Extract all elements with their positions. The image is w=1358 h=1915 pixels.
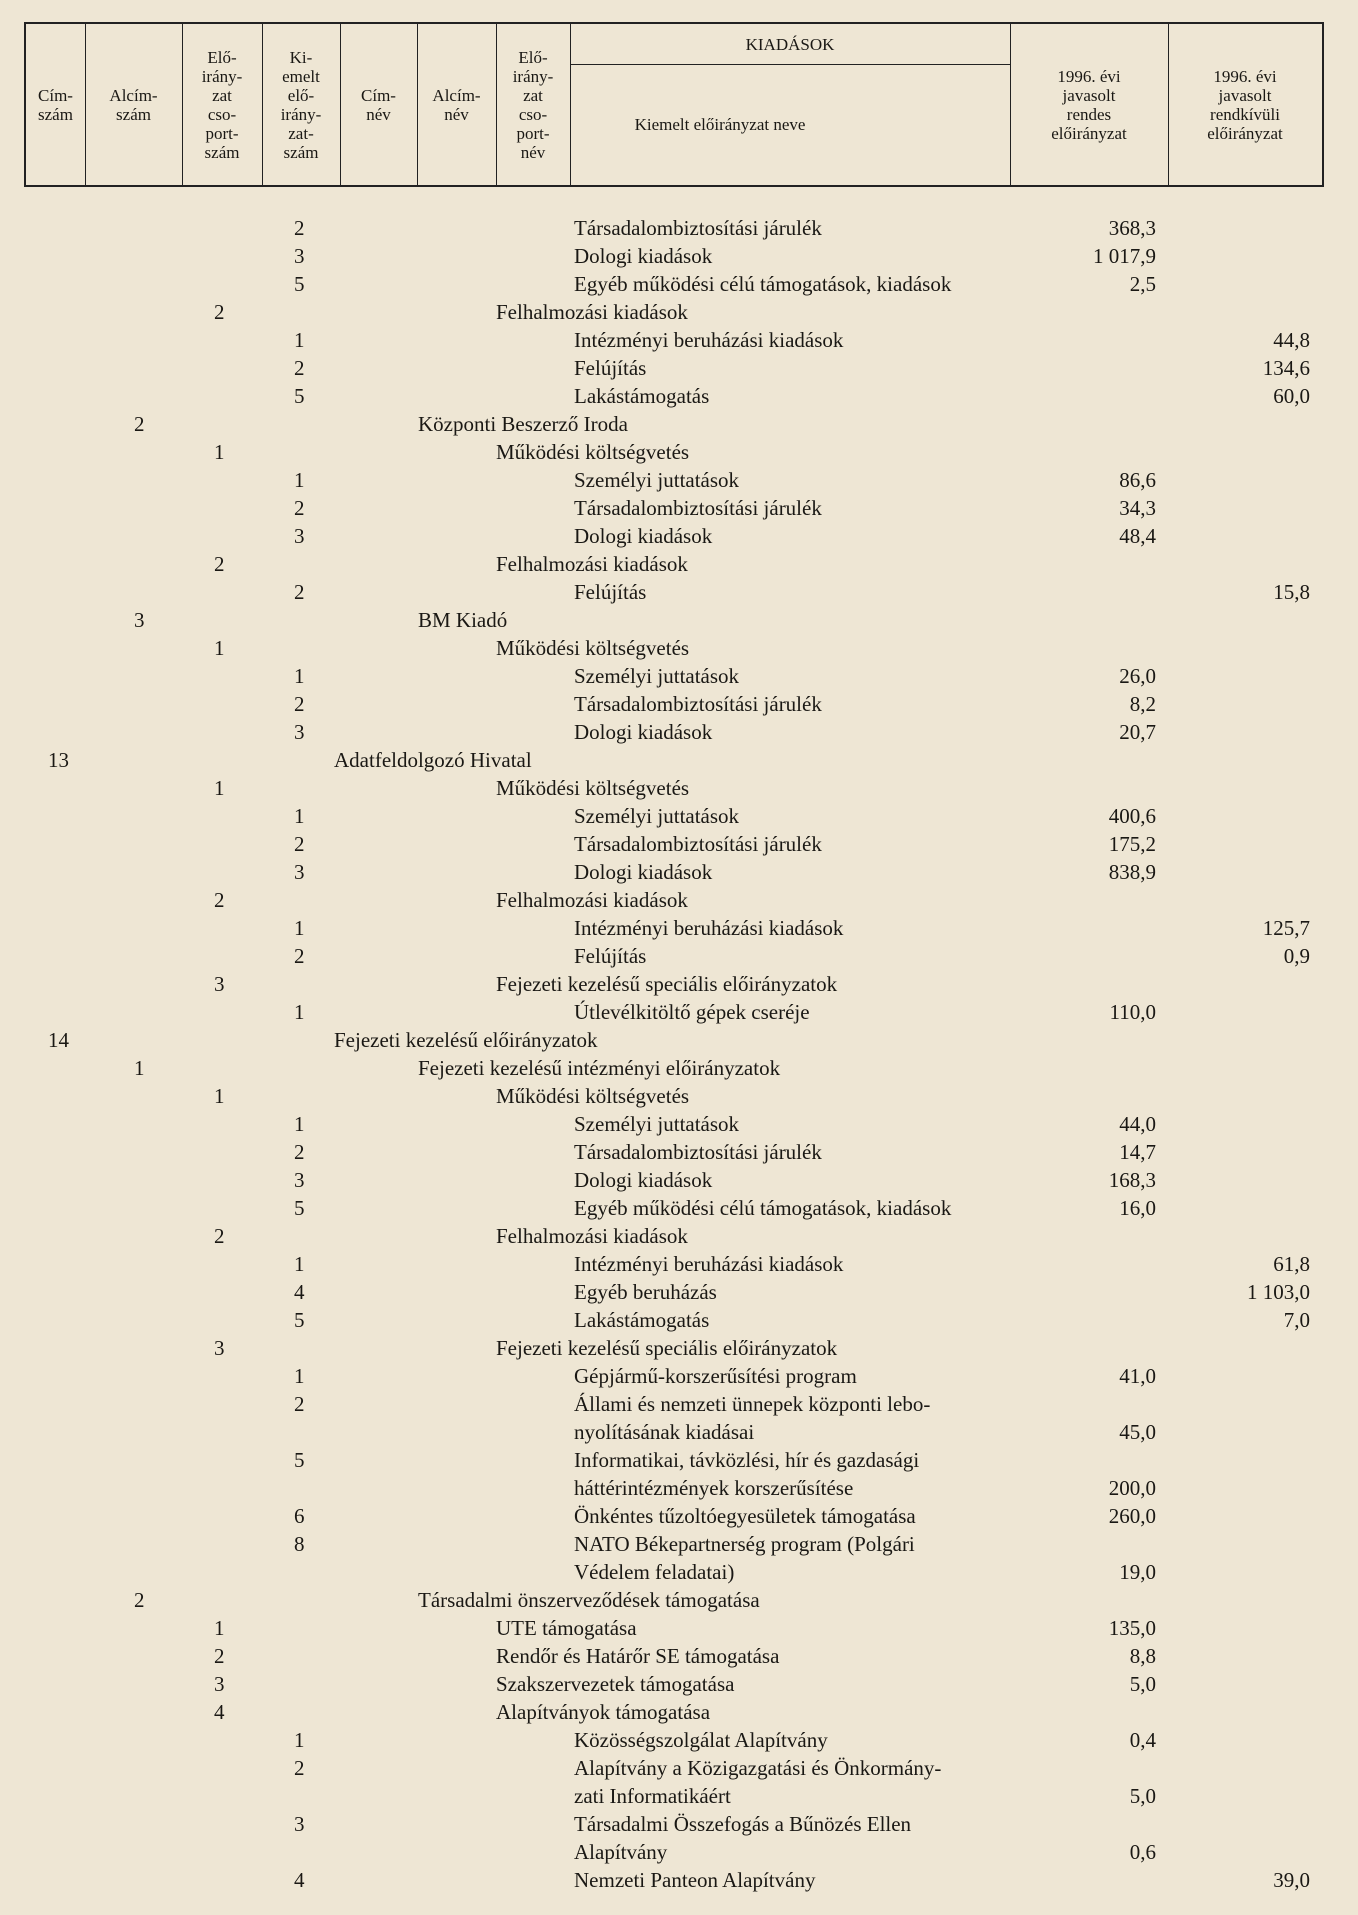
- row-name: Felújítás: [574, 944, 647, 968]
- header-csoportszam: Elő- irány- zat cso- port- szám: [201, 47, 243, 162]
- table-row: [0, 1362, 1358, 1390]
- table-row: [0, 746, 1358, 774]
- row-name: Intézményi beruházási kiadások: [574, 916, 844, 940]
- header-alcimnev: Alcím- név: [432, 85, 481, 124]
- table-row: [0, 438, 1358, 466]
- row-number: 1: [294, 1252, 305, 1276]
- row-number: 3: [214, 972, 225, 996]
- row-number: 5: [294, 272, 305, 296]
- row-number: 3: [214, 1336, 225, 1360]
- rendkivuli-value: 15,8: [1273, 580, 1310, 604]
- row-name: Lakástámogatás: [574, 1308, 710, 1332]
- row-name: Egyéb működési célú támogatások, kiadások: [574, 1196, 952, 1220]
- header-csoportnev: Elő- irány- zat cso- port- név: [512, 47, 554, 162]
- table-row: [0, 354, 1358, 382]
- rendes-value: 8,8: [1129, 1644, 1156, 1668]
- row-number: 2: [294, 496, 305, 520]
- table-row: [0, 326, 1358, 354]
- table-row: [0, 1446, 1358, 1474]
- row-name: Gépjármű-korszerűsítési program: [574, 1364, 857, 1388]
- header-cimnev: Cím- név: [361, 85, 396, 124]
- row-name: Alapítvány a Közigazgatási és Önkormány-: [574, 1756, 942, 1780]
- row-name: Egyéb működési célú támogatások, kiadások: [574, 272, 952, 296]
- table-row: [0, 1306, 1358, 1334]
- row-name: Társadalombiztosítási járulék: [574, 1140, 822, 1164]
- row-number: 2: [294, 944, 305, 968]
- row-number: 1: [294, 1728, 305, 1752]
- table-row: [0, 1194, 1358, 1222]
- table-row: [0, 1698, 1358, 1726]
- rendes-value: 19,0: [1119, 1560, 1156, 1584]
- row-name: Fejezeti kezelésű intézményi előirányzatok: [418, 1056, 781, 1080]
- table-row: [0, 1166, 1358, 1194]
- rendes-value: 260,0: [1108, 1504, 1156, 1528]
- row-number: 3: [134, 608, 145, 632]
- row-name: Alapítvány: [574, 1840, 668, 1864]
- row-name: Felhalmozási kiadások: [496, 1224, 688, 1248]
- rendes-value: 400,6: [1108, 804, 1156, 828]
- table-row: [0, 466, 1358, 494]
- row-name: Fejezeti kezelésű speciális előirányzatok: [496, 1336, 838, 1360]
- table-row: [0, 410, 1358, 438]
- row-name: Nemzeti Panteon Alapítvány: [574, 1868, 816, 1892]
- row-name: Szakszervezetek támogatása: [496, 1672, 735, 1696]
- rendes-value: 368,3: [1108, 216, 1156, 240]
- table-row: [0, 270, 1358, 298]
- rendes-value: 5,0: [1129, 1672, 1156, 1696]
- row-name: háttérintézmények korszerűsítése: [574, 1476, 854, 1500]
- row-number: 1: [294, 1000, 305, 1024]
- rendes-value: 86,6: [1119, 468, 1156, 492]
- row-number: 1: [214, 1616, 225, 1640]
- row-number: 2: [214, 300, 225, 324]
- row-name: Útlevélkitöltő gépek cseréje: [574, 1000, 810, 1024]
- rendes-value: 26,0: [1119, 664, 1156, 688]
- row-name: Rendőr és Határőr SE támogatása: [496, 1644, 780, 1668]
- header-kiemelt-nev: Kiemelt előirányzat neve: [634, 115, 806, 134]
- row-number: 2: [134, 412, 145, 436]
- row-number: 1: [294, 1112, 305, 1136]
- rendes-value: 45,0: [1119, 1420, 1156, 1444]
- row-number: 13: [48, 748, 69, 772]
- table-row: [0, 858, 1358, 886]
- rendes-value: 838,9: [1108, 860, 1156, 884]
- header-rendes: 1996. évi javasolt rendes előirányzat: [1051, 66, 1127, 143]
- row-number: 8: [294, 1532, 305, 1556]
- row-number: 2: [294, 832, 305, 856]
- rendes-value: 135,0: [1108, 1616, 1156, 1640]
- rendes-value: 2,5: [1129, 272, 1156, 296]
- row-name: Fejezeti kezelésű speciális előirányzatok: [496, 972, 838, 996]
- rendes-value: 175,2: [1108, 832, 1156, 856]
- row-name: Dologi kiadások: [574, 1168, 713, 1192]
- table-row: [0, 830, 1358, 858]
- row-name: Informatikai, távközlési, hír és gazdasági: [574, 1448, 920, 1472]
- row-name: Adatfeldolgozó Hivatal: [334, 748, 532, 772]
- row-number: 1: [134, 1056, 145, 1080]
- table-row: [0, 690, 1358, 718]
- header-kiadasok: KIADÁSOK: [745, 34, 835, 54]
- table-row: [0, 1390, 1358, 1418]
- table-row: [0, 634, 1358, 662]
- table-row: [0, 1782, 1358, 1810]
- table-header: [24, 22, 1324, 187]
- row-name: Intézményi beruházási kiadások: [574, 1252, 844, 1276]
- row-name: Közösségszolgálat Alapítvány: [574, 1728, 828, 1752]
- row-name: Dologi kiadások: [574, 244, 713, 268]
- rendes-value: 168,3: [1108, 1168, 1156, 1192]
- row-name: Társadalombiztosítási járulék: [574, 496, 822, 520]
- row-number: 4: [214, 1700, 225, 1724]
- rendes-value: 200,0: [1108, 1476, 1156, 1500]
- table-row: [0, 1502, 1358, 1530]
- row-number: 1: [294, 328, 305, 352]
- row-name: Lakástámogatás: [574, 384, 710, 408]
- row-name: Működési költségvetés: [496, 636, 690, 660]
- header-alcimszam: Alcím- szám: [109, 85, 158, 124]
- row-number: 3: [214, 1672, 225, 1696]
- table-row: [0, 970, 1358, 998]
- table-row: [0, 1278, 1358, 1306]
- rendes-value: 14,7: [1119, 1140, 1156, 1164]
- row-number: 3: [294, 720, 305, 744]
- row-number: 3: [294, 1812, 305, 1836]
- table-row: [0, 494, 1358, 522]
- row-name: Állami és nemzeti ünnepek központi lebo-: [574, 1392, 931, 1416]
- row-number: 5: [294, 1308, 305, 1332]
- rendkivuli-value: 7,0: [1283, 1308, 1310, 1332]
- row-name: Fejezeti kezelésű előirányzatok: [334, 1028, 598, 1052]
- table-row: [0, 718, 1358, 746]
- row-number: 2: [294, 1756, 305, 1780]
- table-row: [0, 802, 1358, 830]
- row-number: 5: [294, 1196, 305, 1220]
- table-row: [0, 1558, 1358, 1586]
- row-name: UTE támogatása: [496, 1616, 637, 1640]
- row-name: Intézményi beruházási kiadások: [574, 328, 844, 352]
- row-name: nyolításának kiadásai: [574, 1420, 755, 1444]
- row-number: 1: [214, 440, 225, 464]
- table-row: [0, 1810, 1358, 1838]
- rendes-value: 110,0: [1109, 1000, 1156, 1024]
- rendkivuli-value: 134,6: [1262, 356, 1310, 380]
- row-number: 2: [294, 216, 305, 240]
- row-name: Működési költségvetés: [496, 776, 690, 800]
- rendkivuli-value: 125,7: [1262, 916, 1310, 940]
- table-row: [0, 578, 1358, 606]
- table-row: [0, 550, 1358, 578]
- row-number: 2: [214, 1224, 225, 1248]
- row-name: Dologi kiadások: [574, 524, 713, 548]
- row-name: zati Informatikáért: [574, 1784, 731, 1808]
- row-number: 2: [294, 692, 305, 716]
- row-number: 1: [294, 804, 305, 828]
- row-number: 5: [294, 384, 305, 408]
- table-row: [0, 382, 1358, 410]
- table-row: [0, 1110, 1358, 1138]
- table-row: [0, 1530, 1358, 1558]
- table-row: [0, 1838, 1358, 1866]
- rendes-value: 0,4: [1129, 1728, 1156, 1752]
- row-name: Személyi juttatások: [574, 664, 740, 688]
- row-number: 2: [294, 580, 305, 604]
- row-number: 1: [214, 636, 225, 660]
- rendkivuli-value: 44,8: [1273, 328, 1310, 352]
- table-row: [0, 662, 1358, 690]
- rendes-value: 48,4: [1119, 524, 1156, 548]
- rendkivuli-value: 1 103,0: [1247, 1280, 1310, 1304]
- table-row: [0, 1474, 1358, 1502]
- table-row: [0, 1082, 1358, 1110]
- row-name: Egyéb beruházás: [574, 1280, 717, 1304]
- table-row: [0, 1670, 1358, 1698]
- row-number: 1: [294, 468, 305, 492]
- rendes-value: 44,0: [1119, 1112, 1156, 1136]
- row-number: 5: [294, 1448, 305, 1472]
- row-number: 3: [294, 244, 305, 268]
- row-name: Társadalombiztosítási járulék: [574, 832, 822, 856]
- header-rendkivuli: 1996. évi javasolt rendkívüli előirányzat: [1207, 66, 1283, 143]
- header-kiemeltszam: Ki- emelt elő- irány- zat- szám: [280, 47, 322, 162]
- rendes-value: 41,0: [1119, 1364, 1156, 1388]
- row-name: Felújítás: [574, 356, 647, 380]
- row-name: Működési költségvetés: [496, 1084, 690, 1108]
- row-name: Önkéntes tűzoltóegyesületek támogatása: [574, 1504, 916, 1528]
- row-number: 4: [294, 1868, 305, 1892]
- row-number: 1: [294, 1364, 305, 1388]
- row-name: Felhalmozási kiadások: [496, 888, 688, 912]
- rendes-value: 1 017,9: [1093, 244, 1156, 268]
- row-name: Társadalombiztosítási járulék: [574, 216, 822, 240]
- rendkivuli-value: 60,0: [1273, 384, 1310, 408]
- row-number: 2: [294, 356, 305, 380]
- table-row: [0, 1642, 1358, 1670]
- row-name: Működési költségvetés: [496, 440, 690, 464]
- row-name: Dologi kiadások: [574, 720, 713, 744]
- row-number: 3: [294, 860, 305, 884]
- row-name: Védelem feladatai): [574, 1560, 735, 1584]
- row-number: 1: [214, 776, 225, 800]
- table-row: [0, 522, 1358, 550]
- table-row: [0, 1026, 1358, 1054]
- rendkivuli-value: 39,0: [1273, 1868, 1310, 1892]
- row-name: Személyi juttatások: [574, 1112, 740, 1136]
- row-name: Személyi juttatások: [574, 804, 740, 828]
- table-row: [0, 1418, 1358, 1446]
- table-row: [0, 914, 1358, 942]
- row-number: 4: [294, 1280, 305, 1304]
- row-name: Felújítás: [574, 580, 647, 604]
- table-row: [0, 1586, 1358, 1614]
- row-name: Személyi juttatások: [574, 468, 740, 492]
- table-row: [0, 242, 1358, 270]
- row-number: 2: [294, 1140, 305, 1164]
- table-row: [0, 1754, 1358, 1782]
- table-row: [0, 298, 1358, 326]
- row-name: Alapítványok támogatása: [496, 1700, 711, 1724]
- rendes-value: 8,2: [1129, 692, 1156, 716]
- row-name: Felhalmozási kiadások: [496, 300, 688, 324]
- row-name: Felhalmozási kiadások: [496, 552, 688, 576]
- table-row: [0, 214, 1358, 242]
- rendes-value: 16,0: [1119, 1196, 1156, 1220]
- row-number: 14: [48, 1028, 69, 1052]
- row-number: 2: [214, 888, 225, 912]
- row-number: 1: [294, 916, 305, 940]
- row-name: Dologi kiadások: [574, 860, 713, 884]
- row-name: NATO Békepartnerség program (Polgári: [574, 1532, 915, 1556]
- table-row: [0, 886, 1358, 914]
- table-row: [0, 1866, 1358, 1894]
- row-name: Központi Beszerző Iroda: [418, 412, 628, 436]
- rendkivuli-value: 0,9: [1283, 944, 1310, 968]
- row-number: 2: [214, 1644, 225, 1668]
- row-name: Társadalmi Összefogás a Bűnözés Ellen: [574, 1812, 912, 1836]
- row-number: 3: [294, 524, 305, 548]
- rendkivuli-value: 61,8: [1273, 1252, 1310, 1276]
- row-number: 1: [214, 1084, 225, 1108]
- table-row: [0, 1054, 1358, 1082]
- table-row: [0, 998, 1358, 1026]
- rendes-value: 34,3: [1119, 496, 1156, 520]
- row-number: 6: [294, 1504, 305, 1528]
- rendes-value: 5,0: [1129, 1784, 1156, 1808]
- row-number: 3: [294, 1168, 305, 1192]
- table-row: [0, 1250, 1358, 1278]
- table-row: [0, 1614, 1358, 1642]
- row-number: 1: [294, 664, 305, 688]
- table-row: [0, 606, 1358, 634]
- rendes-value: 0,6: [1129, 1840, 1156, 1864]
- row-number: 2: [134, 1588, 145, 1612]
- table-row: [0, 942, 1358, 970]
- row-number: 2: [294, 1392, 305, 1416]
- table-row: [0, 1334, 1358, 1362]
- table-row: [0, 1138, 1358, 1166]
- row-name: Társadalombiztosítási járulék: [574, 692, 822, 716]
- row-name: Társadalmi önszerveződések támogatása: [418, 1588, 760, 1612]
- table-row: [0, 1222, 1358, 1250]
- row-name: BM Kiadó: [418, 608, 508, 632]
- header-cimszam: Cím- szám: [38, 85, 73, 124]
- row-number: 2: [214, 552, 225, 576]
- rendes-value: 20,7: [1119, 720, 1156, 744]
- table-row: [0, 1726, 1358, 1754]
- table-row: [0, 774, 1358, 802]
